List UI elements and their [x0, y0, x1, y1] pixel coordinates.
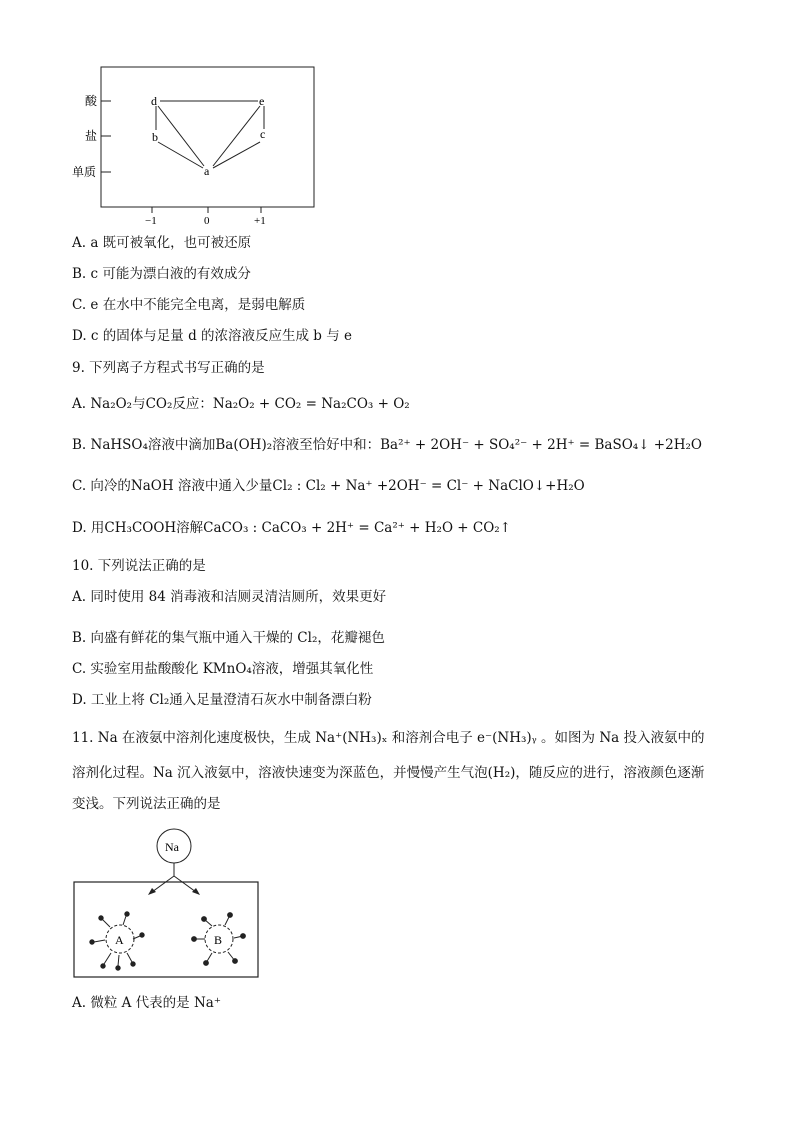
x-label-zero: 0 — [204, 215, 210, 227]
point-d: d — [151, 94, 157, 108]
q9-option-b: B. NaHSO₄溶液中滴加Ba(OH)₂溶液至恰好中和：Ba²⁺ + 2OH⁻ + SO₄²⁻ + 2H⁺ = BaSO₄↓ +2H₂O — [72, 437, 702, 453]
na-solvation-diagram — [72, 826, 264, 982]
q10-option-d: D. 工业上将 Cl₂通入足量澄清石灰水中制备漂白粉 — [72, 692, 372, 708]
q11-stem-line1: 11. Na 在液氨中溶剂化速度极快，生成 Na⁺(NH₃)ₓ 和溶剂合电子 e⁻(NH₃)ᵧ 。如图为 Na 投入液氨中的 — [72, 730, 705, 746]
q11-stem-line3: 变浅。下列说法正确的是 — [72, 796, 221, 812]
point-e: e — [259, 94, 265, 108]
q10-option-c: C. 实验室用盐酸酸化 KMnO₄溶液，增强其氧化性 — [72, 661, 374, 677]
y-label-salt: 盐 — [85, 129, 98, 143]
q9-option-a: A. Na₂O₂与CO₂反应：Na₂O₂ + CO₂ = Na₂CO₃ + O₂ — [72, 396, 410, 412]
q9-option-d: D. 用CH₃COOH溶解CaCO₃ : CaCO₃ + 2H⁺ = Ca²⁺ + H₂O + CO₂↑ — [72, 520, 512, 536]
q8-option-a: A. a 既可被氧化，也可被还原 — [72, 235, 252, 251]
q10-option-b: B. 向盛有鲜花的集气瓶中通入干燥的 Cl₂，花瓣褪色 — [72, 630, 385, 646]
q10-stem: 10. 下列说法正确的是 — [72, 558, 206, 574]
q8-option-d: D. c 的固体与足量 d 的浓溶液反应生成 b 与 e — [72, 328, 353, 344]
q8-option-b: B. c 可能为漂白液的有效成分 — [72, 266, 251, 282]
na-label: Na — [165, 840, 179, 854]
y-label-acid: 酸 — [85, 94, 98, 108]
x-label-plus1: +1 — [254, 215, 266, 227]
q11-option-a: A. 微粒 A 代表的是 Na⁺ — [72, 995, 221, 1011]
point-c: c — [260, 127, 266, 141]
q9-option-c: C. 向冷的NaOH 溶液中通入少量Cl₂ : Cl₂ + Na⁺ +2OH⁻ = Cl⁻ + NaClO↓+H₂O — [72, 478, 585, 494]
particle-a-label: A — [115, 933, 124, 947]
q11-stem-line2: 溶剂化过程。Na 沉入液氨中，溶液快速变为深蓝色，并慢慢产生气泡(H₂)，随反应的进行，溶液颜色逐渐 — [72, 765, 705, 781]
q8-option-c: C. e 在水中不能完全电离，是弱电解质 — [72, 297, 306, 313]
valence-class-diagram — [72, 62, 330, 230]
x-label-minus1: −1 — [145, 215, 157, 227]
q10-option-a: A. 同时使用 84 消毒液和洁厕灵清洁厕所，效果更好 — [72, 589, 387, 605]
y-label-element: 单质 — [72, 165, 97, 179]
q9-stem: 9. 下列离子方程式书写正确的是 — [72, 360, 265, 376]
particle-b-label: B — [214, 933, 223, 947]
point-b: b — [152, 130, 158, 144]
point-a: a — [204, 164, 210, 178]
